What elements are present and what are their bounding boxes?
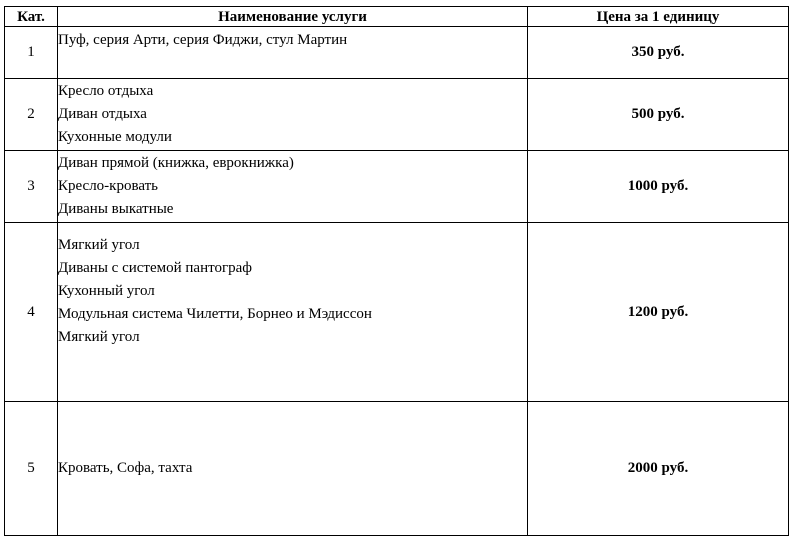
row-price: 1200 руб. xyxy=(528,223,789,402)
price-table xyxy=(4,6,789,536)
row-price: 2000 руб. xyxy=(528,402,789,536)
header-price: Цена за 1 единицу xyxy=(528,7,789,27)
service-item: Диван отдыха xyxy=(58,106,147,122)
table-row xyxy=(5,151,789,223)
service-item: Диван прямой (книжка, еврокнижка) xyxy=(58,155,294,171)
service-item: Пуф, серия Арти, серия Фиджи, стул Мартин xyxy=(58,32,348,48)
service-item: Модульная система Чилетти, Борнео и Мэдиссон xyxy=(58,306,372,322)
table-header-row xyxy=(5,7,789,27)
header-service: Наименование услуги xyxy=(58,7,528,27)
row-services xyxy=(58,27,528,79)
row-price: 1000 руб. xyxy=(528,151,789,223)
row-category: 5 xyxy=(5,402,58,536)
row-category: 3 xyxy=(5,151,58,223)
service-item: Кухонные модули xyxy=(58,129,172,145)
service-item: Кресло-кровать xyxy=(58,178,159,194)
row-category: 4 xyxy=(5,223,58,402)
row-services xyxy=(58,151,528,223)
service-item: Диваны выкатные xyxy=(58,201,174,217)
service-item: Кухонный угол xyxy=(58,283,155,299)
service-item: Диваны с системой пантограф xyxy=(58,260,252,276)
table-row xyxy=(5,79,789,151)
row-price: 350 руб. xyxy=(528,27,789,79)
header-category: Кат. xyxy=(5,7,58,27)
table-row xyxy=(5,27,789,79)
service-item: Кровать, Софа, тахта xyxy=(58,460,193,476)
table-row xyxy=(5,402,789,536)
row-services xyxy=(58,223,528,402)
row-price: 500 руб. xyxy=(528,79,789,151)
service-item: Кресло отдыха xyxy=(58,83,154,99)
row-category: 1 xyxy=(5,27,58,79)
service-item: Мягкий угол xyxy=(58,329,140,345)
row-services xyxy=(58,79,528,151)
row-services xyxy=(58,402,528,536)
service-item: Мягкий угол xyxy=(58,237,140,253)
row-category: 2 xyxy=(5,79,58,151)
table-row xyxy=(5,223,789,402)
